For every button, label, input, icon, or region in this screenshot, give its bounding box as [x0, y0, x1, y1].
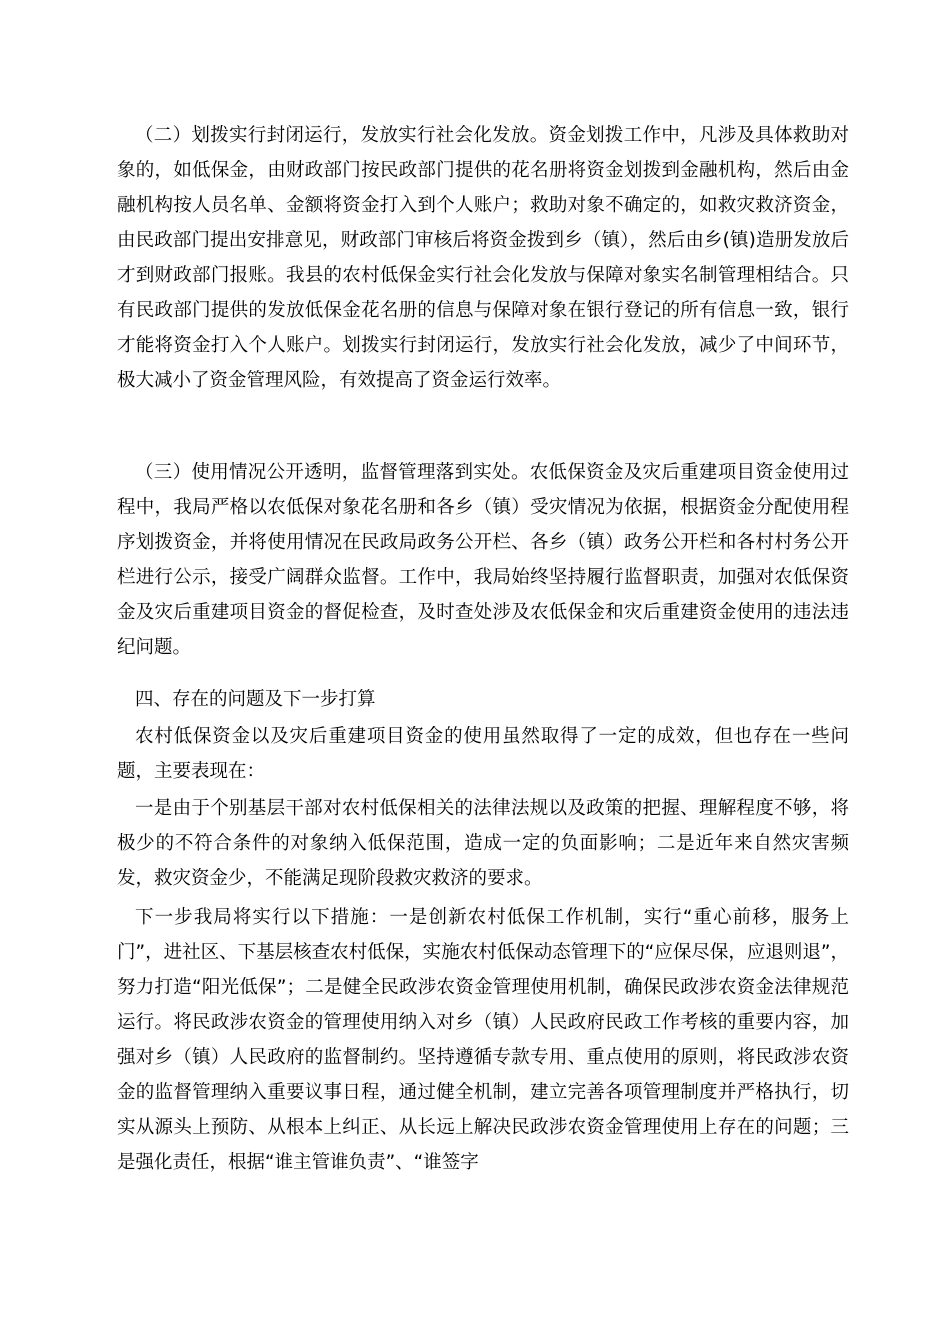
paragraph-fund-transparency: （三）使用情况公开透明，监督管理落到实处。农低保资金及灾后重建项目资金使用过程中，我局严格以农低保对象花名册和各乡（镇）受灾情况为依据，根据资金分配使用程序划拨资金，并将使用情况在民政局政务公开栏、各乡（镇）政务公开栏和各村村务公开栏进行公示，接受广阔群众监督。工作中，我局始终坚持履行监督职责，加强对农低保资金及灾后重建项目资金的督促检查，及时查处涉及农低保金和灾后重建资金使用的违法违纪问题。	[117, 462, 849, 658]
paragraph-next-steps: 下一步我局将实行以下措施：一是创新农村低保工作机制，实行“重心前移，服务上门”，进社区、下基层核查农村低保，实施农村低保动态管理下的“应保尽保，应退则退”，努力打造“阳光低保”；二是健全民政涉农资金管理使用机制，确保民政涉农资金法律规范运行。将民政涉农资金的管理使用纳入对乡（镇）人民政府民政工作考核的重要内容，加强对乡（镇）人民政府的监督制约。坚持遵循专款专用、重点使用的原则，将民政涉农资金的监督管理纳入重要议事日程，通过健全机制，建立完善各项管理制度并严格执行，切实从源头上预防、从根本上纠正、从长远上解决民政涉农资金管理使用上存在的问题；三是强化责任，根据“谁主管谁负责”、“谁签字	[117, 907, 849, 1173]
paragraph-problems-intro: 农村低保资金以及灾后重建项目资金的使用虽然取得了一定的成效，但也存在一些问题，主要表现在：	[117, 726, 849, 782]
paragraph-fund-allocation: （二）划拨实行封闭运行，发放实行社会化发放。资金划拨工作中，凡涉及具体救助对象的，如低保金，由财政部门按民政部门提供的花名册将资金划拨到金融机构，然后由金融机构按人员名单、金额将资金打入到个人账户；救助对象不确定的，如救灾救济资金，由民政部门提出安排意见，财政部门审核后将资金拨到乡（镇），然后由乡(镇)造册发放后才到财政部门报账。我县的农村低保金实行社会化发放与保障对象实名制管理相结合。只有民政部门提供的发放低保金花名册的信息与保障对象在银行登记的所有信息一致，银行才能将资金打入个人账户。划拨实行封闭运行，发放实行社会化发放，减少了中间环节，极大减小了资金管理风险，有效提高了资金运行效率。	[117, 125, 849, 391]
paragraph-problems-detail: 一是由于个别基层干部对农村低保相关的法律法规以及政策的把握、理解程度不够，将极少的不符合条件的对象纳入低保范围，造成一定的负面影响；二是近年来自然灾害频发，救灾资金少，不能满足现阶段救灾救济的要求。	[117, 798, 849, 889]
section-heading-problems: 四、存在的问题及下一步打算	[135, 689, 376, 710]
